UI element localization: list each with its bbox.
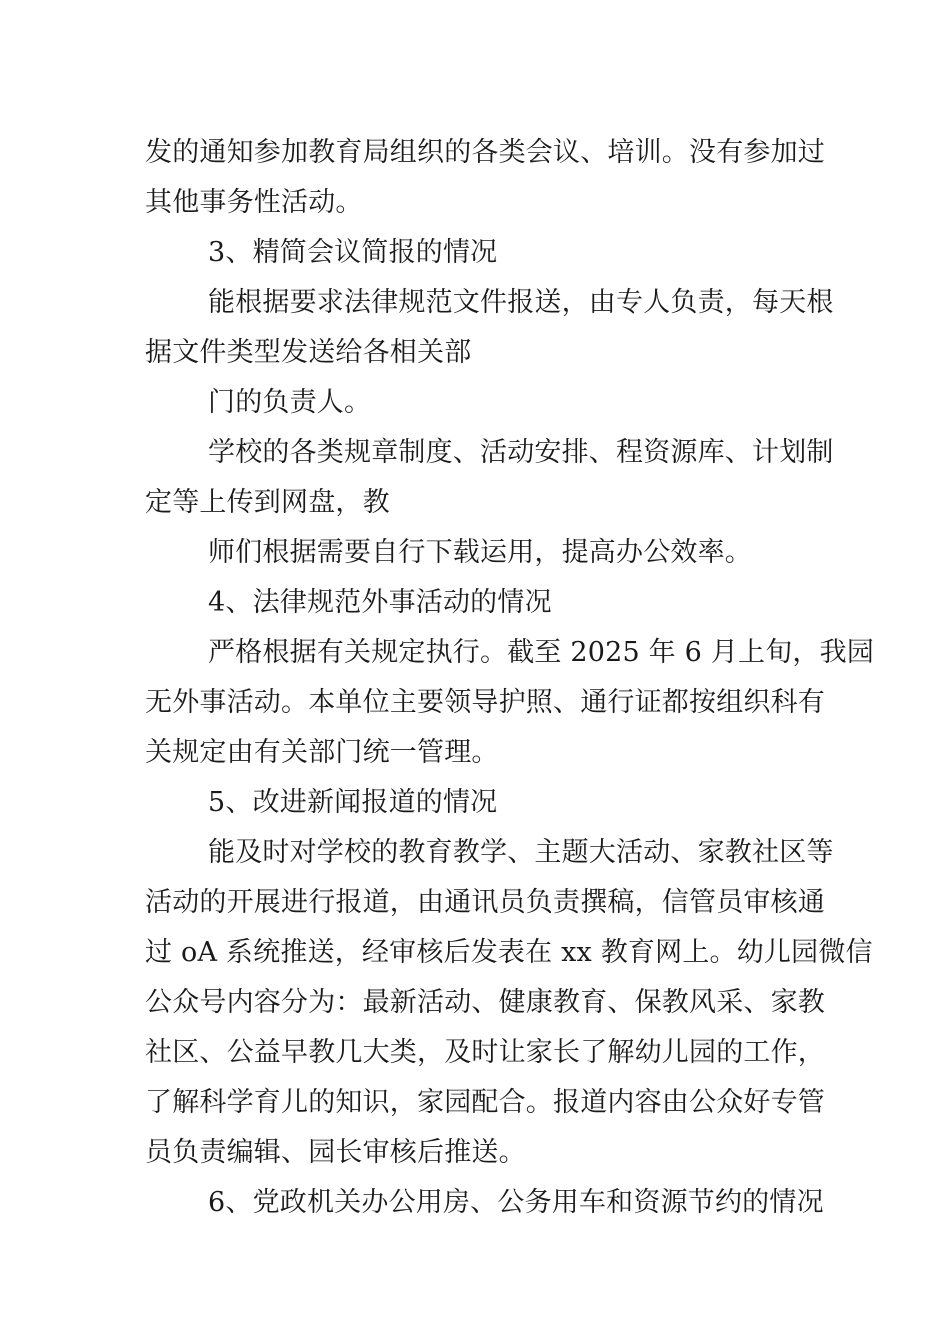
text-line: 了解科学育儿的知识，家园配合。报道内容由公众好专管 (145, 1087, 825, 1118)
text-line: 公众号内容分为：最新活动、健康教育、保教风采、家教 (145, 987, 825, 1018)
text-line: 据文件类型发送给各相关部 (145, 337, 472, 368)
text-line: 能根据要求法律规范文件报送，由专人负责，每天根 (208, 287, 834, 318)
text-line: 关规定由有关部门统一管理。 (145, 737, 499, 768)
text-line: 门的负责人。 (208, 387, 372, 418)
text-line: 严格根据有关规定执行。截至 2025 年 6 月上旬，我园 (208, 637, 875, 668)
text-line: 学校的各类规章制度、活动安排、程资源库、计划制 (208, 437, 834, 468)
text-line: 师们根据需要自行下载运用，提高办公效率。 (208, 537, 752, 568)
document-page (145, 128, 875, 1228)
section-heading-5: 5、改进新闻报道的情况 (208, 787, 498, 818)
text-line: 发的通知参加教育局组织的各类会议、培训。没有参加过 (145, 137, 825, 168)
text-line: 过 oA 系统推送，经审核后发表在 xx 教育网上。幼儿园微信 (145, 937, 873, 968)
text-line: 定等上传到网盘，教 (145, 487, 390, 518)
text-line: 能及时对学校的教育教学、主题大活动、家教社区等 (208, 837, 834, 868)
section-heading-6: 6、党政机关办公用房、公务用车和资源节约的情况 (208, 1187, 824, 1218)
text-line: 社区、公益早教几大类，及时让家长了解幼儿园的工作， (145, 1037, 825, 1068)
section-heading-4: 4、法律规范外事活动的情况 (208, 587, 552, 618)
text-line: 活动的开展进行报道，由通讯员负责撰稿，信管员审核通 (145, 887, 825, 918)
section-heading-3: 3、精简会议简报的情况 (208, 237, 498, 268)
text-line: 无外事活动。本单位主要领导护照、通行证都按组织科有 (145, 687, 825, 718)
text-line: 员负责编辑、园长审核后推送。 (145, 1137, 526, 1168)
text-line: 其他事务性活动。 (145, 187, 363, 218)
